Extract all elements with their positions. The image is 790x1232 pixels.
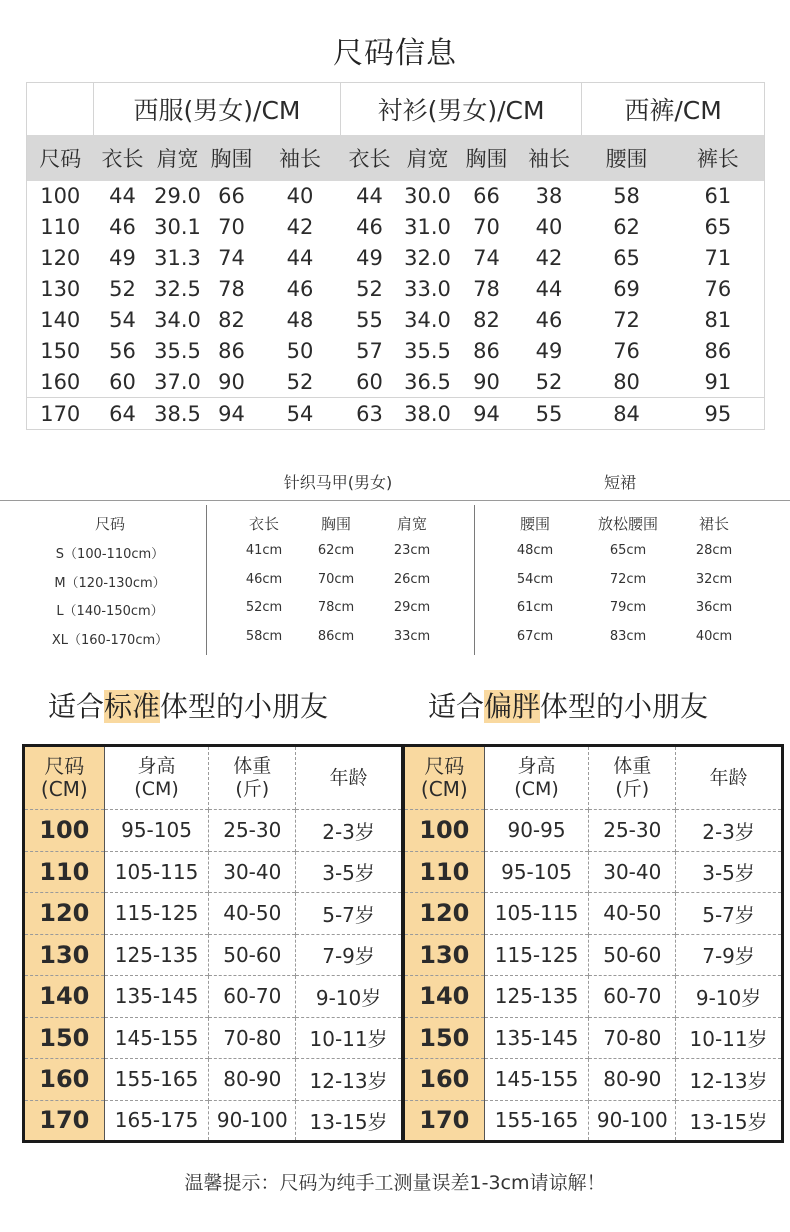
table-cell: 65: [704, 215, 732, 239]
table-cell: 64: [94, 398, 152, 430]
table-cell: 41cm: [245, 543, 283, 558]
table-cell: 29.0: [154, 184, 201, 208]
table-cell: 40cm: [695, 629, 733, 644]
table-cell: 30-40: [589, 851, 676, 893]
column-header: 尺码 (CM): [404, 746, 485, 810]
header-row: [404, 746, 783, 810]
table-cell: 31.3: [154, 246, 201, 270]
table-cell: 3-5岁: [676, 851, 783, 893]
group-suit: 西服(男女)/CM: [94, 83, 341, 135]
table-cell: 48cm: [516, 543, 554, 558]
table-cell: 110: [40, 215, 81, 239]
table-row: [27, 367, 765, 398]
table-cell: 44: [286, 246, 314, 270]
table-cell: 83cm: [609, 629, 647, 644]
table-cell: 61: [704, 184, 732, 208]
table-cell: 60-70: [209, 976, 296, 1018]
header-row: [24, 746, 403, 810]
table-cell: 150: [40, 339, 81, 363]
column-header: 裙长: [698, 515, 729, 533]
table-cell: 78: [218, 277, 245, 301]
table-cell: 74: [218, 246, 245, 270]
table-cell: 70-80: [209, 1017, 296, 1059]
column-header: 体重 (斤): [589, 746, 676, 810]
table-cell: 9-10岁: [296, 976, 403, 1018]
size-cell: 120: [24, 893, 105, 935]
table-cell: 95-105: [484, 851, 589, 893]
table-cell: 61cm: [516, 600, 554, 615]
table-cell: 70: [218, 215, 245, 239]
table-cell: 38.5: [152, 398, 204, 430]
table-row: [404, 851, 783, 893]
table-cell: 30.0: [404, 184, 451, 208]
table-row: [24, 1017, 403, 1059]
table-cell: 52: [535, 369, 563, 394]
table-cell: 12-13岁: [676, 1059, 783, 1101]
table-cell: 44: [356, 184, 383, 208]
table-cell: 105-115: [484, 893, 589, 935]
table-cell: 70: [473, 215, 500, 239]
table-cell: 5-7岁: [676, 893, 783, 935]
size-cell: 130: [24, 934, 105, 976]
table-cell: 155-165: [484, 1100, 589, 1142]
size-cell: 110: [24, 851, 105, 893]
table-cell: 32.0: [404, 246, 451, 270]
table-cell: 81: [704, 308, 732, 332]
table-cell: 25-30: [589, 810, 676, 852]
table-row: [27, 181, 765, 212]
table-cell: 50-60: [589, 934, 676, 976]
table-cell: 52cm: [245, 600, 283, 615]
table-row: [404, 1017, 783, 1059]
table-cell: 80: [613, 369, 640, 394]
table-cell: 49: [356, 246, 383, 270]
table-cell: 90: [218, 369, 245, 394]
table-row: [27, 336, 765, 367]
size-cell: 110: [404, 851, 485, 893]
table-cell: 7-9岁: [296, 934, 403, 976]
table-cell: 65cm: [609, 543, 647, 558]
table-cell: 82: [218, 308, 245, 332]
warm-tip: 温馨提示：尺码为纯手工测量误差1-3cm请谅解！: [184, 1172, 606, 1194]
column-header: 身高 (CM): [484, 746, 589, 810]
table-cell: 86: [218, 339, 245, 363]
group-empty: [27, 83, 94, 135]
column-header: 放松腰围: [597, 515, 658, 533]
table-cell: 160: [40, 369, 81, 394]
table-cell: 140: [40, 308, 81, 332]
table-cell: 80-90: [589, 1059, 676, 1101]
table-cell: 54cm: [516, 572, 554, 587]
column-header: 腰围: [582, 135, 672, 181]
table-cell: 31.0: [404, 215, 451, 239]
table-cell: 90-100: [209, 1100, 296, 1142]
table-cell: 86: [473, 339, 500, 363]
table-cell: 94: [457, 398, 517, 430]
column-header: 肩宽: [396, 515, 427, 533]
table-row: [404, 934, 783, 976]
divider: [0, 500, 790, 501]
table-cell: 135-145: [484, 1017, 589, 1059]
table-cell: 37.0: [154, 369, 201, 394]
table-cell: 95: [672, 398, 765, 430]
table-cell: 44: [109, 184, 136, 208]
table-cell: 90: [473, 369, 500, 394]
table-cell: 130: [40, 277, 81, 301]
column-header: 衣长: [341, 135, 399, 181]
table-cell: 165-175: [104, 1100, 209, 1142]
table-cell: 5-7岁: [296, 893, 403, 935]
table-cell: 10-11岁: [296, 1017, 403, 1059]
table-cell: 80-90: [209, 1059, 296, 1101]
column-header: 尺码 (CM): [24, 746, 105, 810]
table-cell: 49: [109, 246, 136, 270]
column-header: 胸围: [457, 135, 517, 181]
table-cell: 90-100: [589, 1100, 676, 1142]
table-cell: 3-5岁: [296, 851, 403, 893]
table-row: [404, 810, 783, 852]
size-cell: 160: [404, 1059, 485, 1101]
table-row: [24, 934, 403, 976]
table-cell: 46: [286, 277, 314, 301]
table-row: [404, 1059, 783, 1101]
table-row: [24, 976, 403, 1018]
table-cell: 66: [473, 184, 500, 208]
table-cell: 67cm: [516, 629, 554, 644]
table-row: [24, 893, 403, 935]
table-row: [27, 212, 765, 243]
table-cell: 52: [109, 277, 136, 301]
table-cell: 40: [286, 184, 314, 208]
column-header: 年龄: [296, 746, 403, 810]
column-header: 袖长: [260, 135, 341, 181]
table-cell: 63: [341, 398, 399, 430]
divider: [474, 505, 475, 655]
column-header: 肩宽: [152, 135, 204, 181]
table-cell: 72: [613, 308, 640, 332]
standard-size-table: [22, 744, 404, 1143]
table-cell: 71: [704, 246, 732, 270]
table-cell: 30.1: [154, 215, 201, 239]
size-cell: 100: [404, 810, 485, 852]
table-cell: 29cm: [393, 600, 431, 615]
table-cell: 170: [27, 398, 94, 430]
table-cell: 32.5: [154, 277, 201, 301]
table-cell: 23cm: [393, 543, 431, 558]
size-cell: 150: [404, 1017, 485, 1059]
table-cell: 42: [535, 246, 563, 270]
size-table-vest-skirt: [0, 505, 790, 655]
size-cell: 100: [24, 810, 105, 852]
table-cell: 66: [218, 184, 245, 208]
table-cell: 48: [286, 308, 314, 332]
column-header: 腰围: [519, 515, 550, 533]
table-cell: 84: [582, 398, 672, 430]
table-cell: 50-60: [209, 934, 296, 976]
table-row: [27, 305, 765, 336]
table-cell: 105-115: [104, 851, 209, 893]
group-pants: 西裤/CM: [624, 95, 722, 125]
column-header: 尺码: [27, 135, 94, 181]
table-cell: 38.0: [399, 398, 457, 430]
table-row: [24, 851, 403, 893]
table-cell: 120: [40, 246, 81, 270]
table-row: [24, 810, 403, 852]
size-cell: 140: [24, 976, 105, 1018]
table-cell: 145-155: [484, 1059, 589, 1101]
table-cell: 72cm: [609, 572, 647, 587]
table-cell: 46: [535, 308, 563, 332]
size-cell: 150: [24, 1017, 105, 1059]
table-cell: 60: [109, 369, 136, 394]
column-header: 尺码: [94, 515, 125, 533]
column-header: 年龄: [676, 746, 783, 810]
table-cell: 70cm: [317, 572, 355, 587]
column-header: 衣长: [248, 515, 279, 533]
table-cell: 50: [286, 339, 314, 363]
table-cell: 57: [356, 339, 383, 363]
size-label: S（100-110cm）: [55, 547, 165, 562]
table-cell: 2-3岁: [296, 810, 403, 852]
table-cell: 78cm: [317, 600, 355, 615]
table-cell: 115-125: [484, 934, 589, 976]
column-header: 身高 (CM): [104, 746, 209, 810]
table-cell: 145-155: [104, 1017, 209, 1059]
table-cell: 65: [613, 246, 640, 270]
table-cell: 2-3岁: [676, 810, 783, 852]
table-cell: 62cm: [317, 543, 355, 558]
table-cell: 28cm: [695, 543, 733, 558]
table-cell: 36cm: [695, 600, 733, 615]
size-cell: 160: [24, 1059, 105, 1101]
chubby-size-table: [402, 744, 784, 1143]
table-cell: 25-30: [209, 810, 296, 852]
table-cell: 82: [473, 308, 500, 332]
table-row: [27, 243, 765, 274]
table-cell: 44: [535, 277, 563, 301]
column-header: 胸围: [320, 515, 351, 533]
table-cell: 13-15岁: [296, 1100, 403, 1142]
size-cell: 170: [404, 1100, 485, 1142]
table-cell: 78: [473, 277, 500, 301]
table-cell: 100: [40, 184, 81, 208]
table-cell: 58: [613, 184, 640, 208]
table-cell: 135-145: [104, 976, 209, 1018]
table-cell: 69: [613, 277, 640, 301]
group-vest: 针织马甲(男女): [283, 473, 393, 492]
table-cell: 35.5: [404, 339, 451, 363]
size-cell: 170: [24, 1100, 105, 1142]
table-cell: 76: [704, 277, 732, 301]
table-cell: 155-165: [104, 1059, 209, 1101]
table-cell: 86: [704, 339, 732, 363]
table-cell: 40-50: [209, 893, 296, 935]
table-cell: 34.0: [154, 308, 201, 332]
table-cell: 7-9岁: [676, 934, 783, 976]
table-cell: 40-50: [589, 893, 676, 935]
group-skirt: 短裙: [603, 473, 636, 492]
table-cell: 58cm: [245, 629, 283, 644]
table-cell: 46: [109, 215, 136, 239]
table-cell: 30-40: [209, 851, 296, 893]
table-cell: 38: [535, 184, 563, 208]
column-header: 肩宽: [399, 135, 457, 181]
table-cell: 55: [356, 308, 383, 332]
table-cell: 125-135: [484, 976, 589, 1018]
table-cell: 42: [286, 215, 314, 239]
table-cell: 95-105: [104, 810, 209, 852]
table-cell: 94: [204, 398, 260, 430]
table-cell: 76: [613, 339, 640, 363]
table-cell: 10-11岁: [676, 1017, 783, 1059]
table-cell: 32cm: [695, 572, 733, 587]
table-cell: 60-70: [589, 976, 676, 1018]
table-cell: 33.0: [404, 277, 451, 301]
size-cell: 120: [404, 893, 485, 935]
standard-title: 适合标准体型的小朋友: [48, 690, 329, 723]
size-cell: 130: [404, 934, 485, 976]
table-cell: 35.5: [154, 339, 201, 363]
table-cell: 52: [356, 277, 383, 301]
table-cell: 34.0: [404, 308, 451, 332]
table-cell: 54: [109, 308, 136, 332]
table-cell: 12-13岁: [296, 1059, 403, 1101]
table-cell: 46: [356, 215, 383, 239]
size-label: XL（160-170cm）: [51, 633, 169, 648]
table-cell: 91: [704, 369, 732, 394]
table-cell: 54: [260, 398, 341, 430]
table-cell: 79cm: [609, 600, 647, 615]
table-cell: 90-95: [484, 810, 589, 852]
table-row: [24, 1100, 403, 1142]
table-row: [404, 1100, 783, 1142]
column-header: 胸围: [204, 135, 260, 181]
page-title: 尺码信息: [333, 36, 457, 71]
table-cell: 125-135: [104, 934, 209, 976]
table-cell: 9-10岁: [676, 976, 783, 1018]
group-shirt: 衬衫(男女)/CM: [341, 83, 582, 135]
column-header: 袖长: [517, 135, 582, 181]
table-cell: 62: [613, 215, 640, 239]
table-cell: 36.5: [404, 369, 451, 394]
table-cell: 52: [286, 369, 314, 394]
table-cell: 49: [535, 339, 563, 363]
size-label: L（140-150cm）: [56, 604, 164, 619]
chubby-title: 适合偏胖体型的小朋友: [428, 690, 709, 723]
table-row: [27, 398, 765, 430]
table-cell: 13-15岁: [676, 1100, 783, 1142]
table-cell: 56: [109, 339, 136, 363]
size-cell: 140: [404, 976, 485, 1018]
table-cell: 74: [473, 246, 500, 270]
table-cell: 115-125: [104, 893, 209, 935]
table-cell: 46cm: [245, 572, 283, 587]
table-row: [404, 893, 783, 935]
table-cell: 86cm: [317, 629, 355, 644]
column-header: 体重 (斤): [209, 746, 296, 810]
table-cell: 55: [517, 398, 582, 430]
table-cell: 60: [356, 369, 383, 394]
table-cell: 33cm: [393, 629, 431, 644]
table-cell: 70-80: [589, 1017, 676, 1059]
column-header: 衣长: [94, 135, 152, 181]
table-row: [27, 274, 765, 305]
table-cell: 26cm: [393, 572, 431, 587]
size-table-suit-shirt-pants: [26, 82, 765, 430]
table-row: [24, 1059, 403, 1101]
column-header: 裤长: [672, 135, 765, 181]
size-label: M（120-130cm）: [54, 576, 166, 591]
table-cell: 40: [535, 215, 563, 239]
table-row: [404, 976, 783, 1018]
